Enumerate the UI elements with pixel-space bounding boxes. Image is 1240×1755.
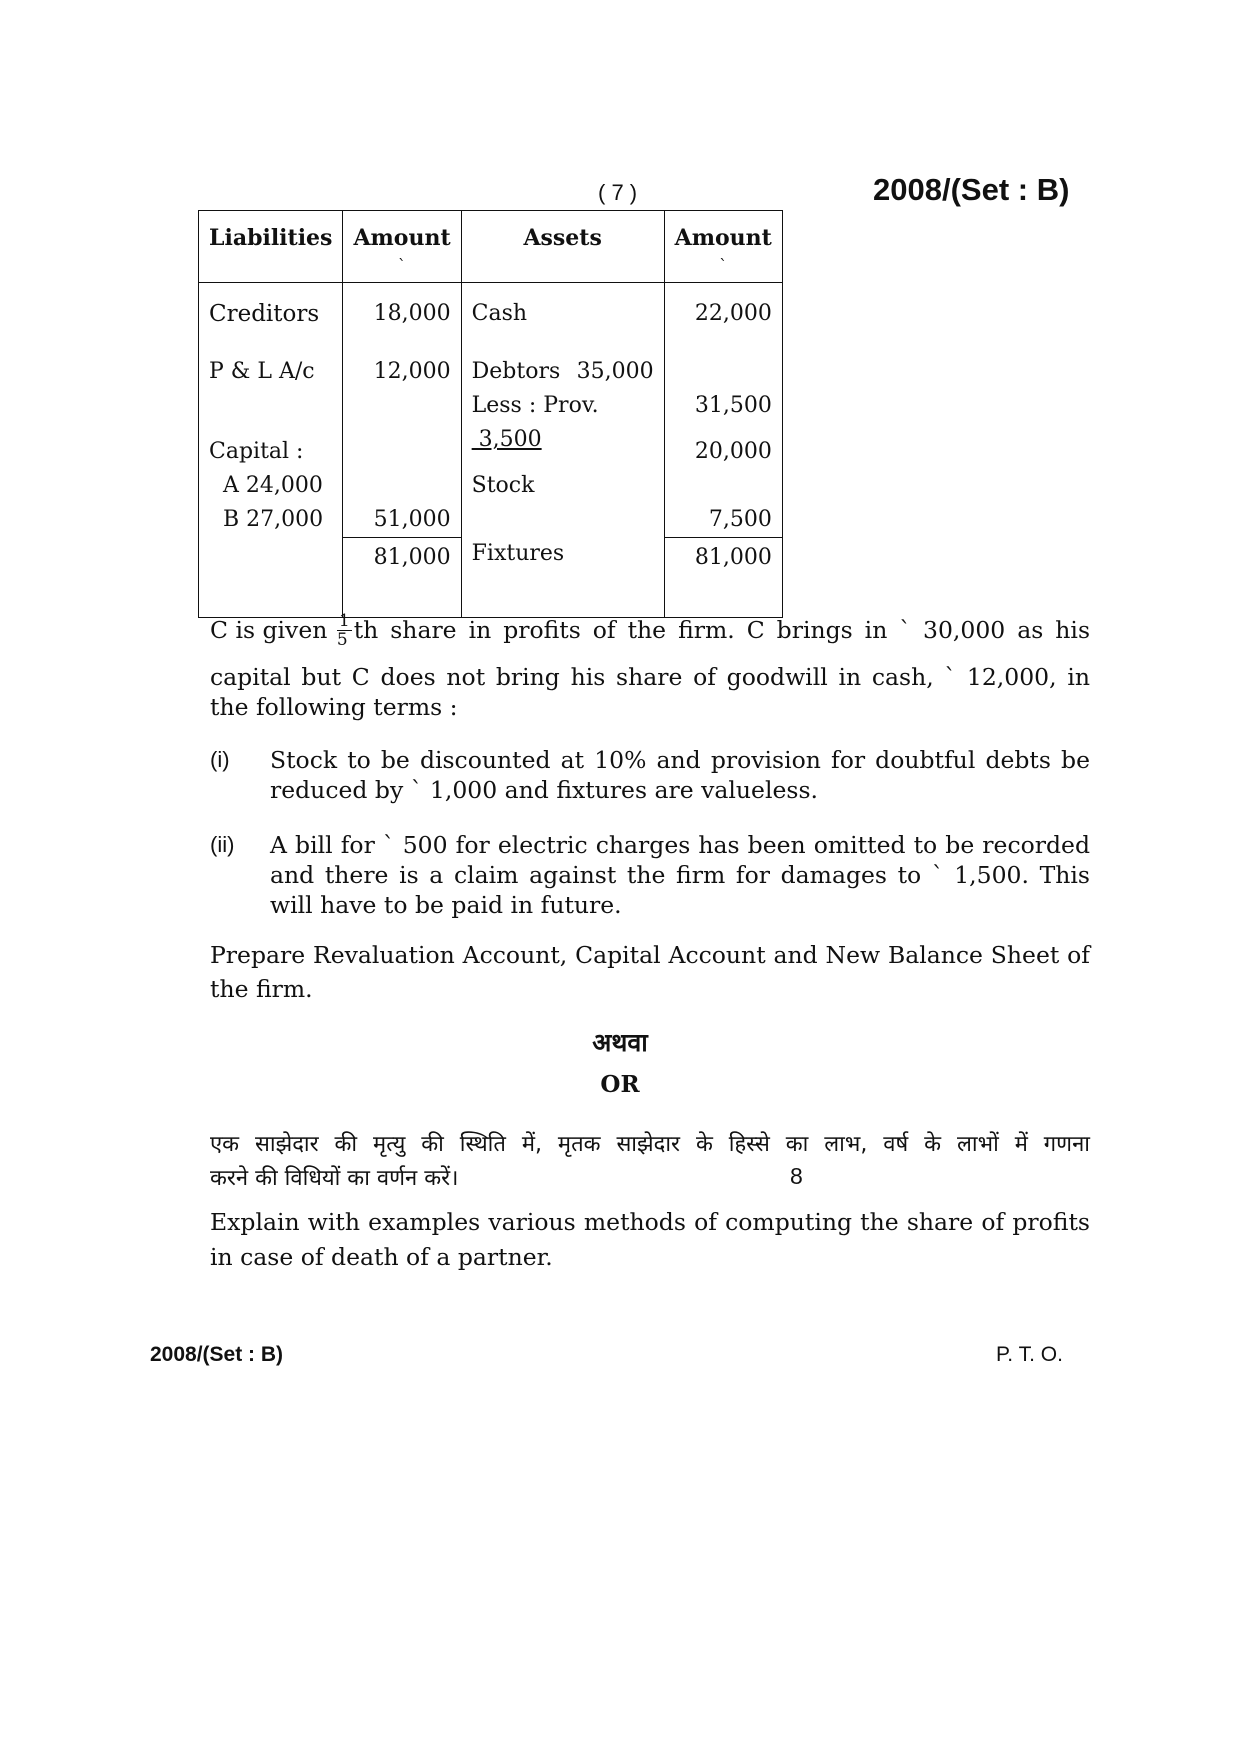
- total-assets: 81,000: [665, 537, 782, 575]
- header-set-code: 2008/(Set : B): [873, 172, 1070, 207]
- question-item-1: [210, 745, 1090, 805]
- marks: 8: [790, 1163, 803, 1189]
- creditors-label: Creditors: [209, 301, 320, 327]
- question-text: th share in profits of the firm. C brings in ` 30,000 as his: [353, 616, 1090, 644]
- capital-b: B 27,000: [223, 507, 324, 532]
- item-label: (i): [210, 747, 230, 772]
- liabilities-amount-header: Amount `: [343, 211, 461, 283]
- cash-amount: 22,000: [694, 301, 772, 326]
- rupee-symbol: `: [719, 256, 728, 275]
- rupee-symbol: `: [398, 256, 407, 275]
- hindi-question-line-2: करने की विधियों का वर्णन करें।: [210, 1166, 459, 1191]
- total-liabilities: 81,000: [343, 537, 460, 575]
- debtors-label: Debtors: [471, 359, 561, 384]
- assets-cell: [461, 283, 664, 612]
- balance-sheet-table: [198, 210, 783, 618]
- question-text: C is given: [210, 616, 328, 644]
- liabilities-amount-cell: [343, 283, 461, 612]
- item-text: A bill for ` 500 for electric charges has been omitted to be recorded and there is a claim against the firm for damages to ` 1,500. This will have to be paid in future.: [270, 831, 1090, 919]
- capital-a: A 24,000: [223, 473, 323, 498]
- fraction-denominator: 5: [336, 629, 348, 650]
- assets-header: Assets: [461, 211, 664, 283]
- footer-set-code: 2008/(Set : B): [150, 1343, 284, 1366]
- pl-label: P & L A/c: [209, 359, 315, 384]
- less-prov-label: Less : Prov.: [471, 393, 599, 418]
- stock-amount: 20,000: [694, 439, 772, 464]
- debtors-value: 35,000: [576, 359, 654, 384]
- cash-label: Cash: [471, 301, 528, 326]
- table-header-row: [199, 211, 783, 283]
- prov-value: 3,500: [471, 427, 542, 452]
- assets-amount-cell: [664, 283, 782, 612]
- assets-amount-header: Amount `: [664, 211, 782, 283]
- pl-amount: 12,000: [373, 359, 451, 384]
- or-english: OR: [600, 1071, 640, 1098]
- liabilities-header: Liabilities: [199, 211, 343, 283]
- fraction: [337, 612, 352, 649]
- table-row: [199, 283, 783, 612]
- less-prov-row: [472, 389, 654, 457]
- hindi-question-line-1: एक साझेदार की मृत्यु की स्थिति में, मृतक साझेदार के हिस्से का लाभ, वर्ष के लाभों में गणना: [210, 1132, 1090, 1157]
- liabilities-cell: [199, 283, 343, 612]
- instruction-text: Prepare Revaluation Account, Capital Account and New Balance Sheet of the firm.: [210, 941, 1090, 1003]
- fraction-numerator: 1: [338, 610, 350, 631]
- stock-label: Stock: [471, 473, 535, 498]
- capital-label: Capital :: [209, 439, 304, 464]
- item-text: Stock to be discounted at 10% and provision for doubtful debts be reduced by ` 1,000 and fixtures are valueless.: [270, 746, 1090, 804]
- question-item-2: [210, 830, 1090, 920]
- capital-amount: 51,000: [373, 507, 451, 532]
- question-line-3: the following terms :: [210, 693, 458, 721]
- fixtures-label: Fixtures: [471, 541, 565, 566]
- footer-pto: P. T. O.: [996, 1343, 1063, 1366]
- creditors-amount: 18,000: [373, 301, 451, 326]
- fixtures-amount: 7,500: [708, 507, 772, 532]
- question-line-2: capital but C does not bring his share of goodwill in cash, ` 12,000, in: [210, 663, 1090, 691]
- or-hindi: अथवा: [592, 1028, 648, 1057]
- question-line-1: [210, 607, 1090, 653]
- item-label: (ii): [210, 832, 235, 857]
- english-alt-question: Explain with examples various methods of computing the share of profits in case of death of a partner.: [210, 1208, 1090, 1271]
- debtors-net-amount: 31,500: [694, 393, 772, 418]
- debtors-row: [472, 355, 654, 389]
- page-number: ( 7 ): [598, 180, 638, 205]
